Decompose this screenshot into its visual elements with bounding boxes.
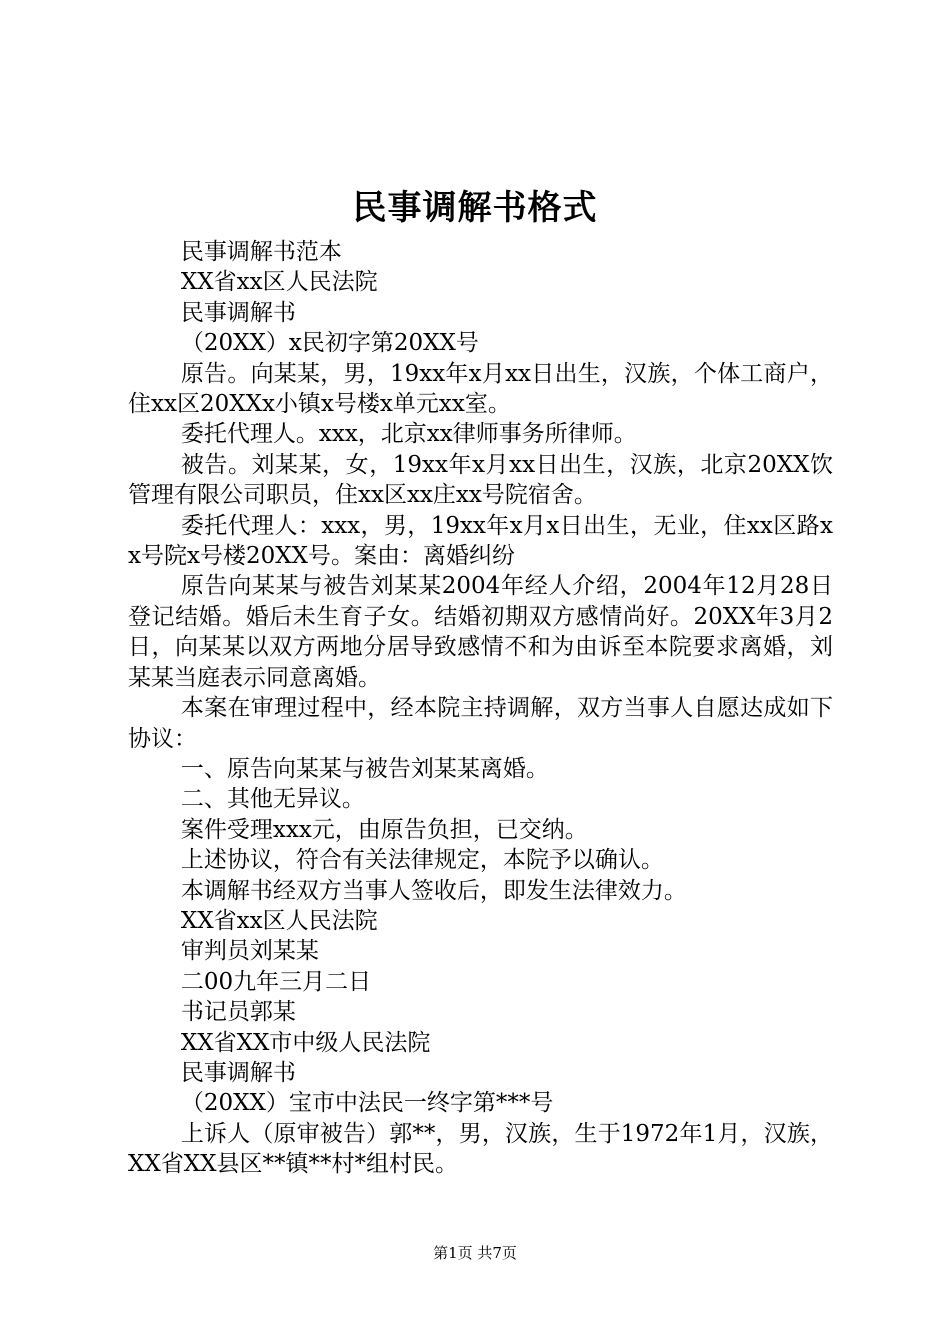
paragraph: 二、其他无异议。 <box>180 786 365 813</box>
paragraph: 本案在审理过程中，经本院主持调解，双方当事人自愿达成如下协议： <box>128 695 833 752</box>
paragraph: （20XX）宝市中法民一终字第***号 <box>180 1090 554 1117</box>
paragraph: XX省xx区人民法院 <box>180 269 378 296</box>
paragraph: 案件受理xxx元，由原告负担，已交纳。 <box>180 816 588 843</box>
paragraph: 民事调解书范本 <box>180 239 342 265</box>
document-title: 民事调解书格式 <box>352 188 598 228</box>
paragraph: XX省xx区人民法院 <box>180 907 378 934</box>
paragraph: 被告。刘某某，女，19xx年x月xx日出生，汉族，北京20XX饮管理有限公司职员，住xx区xx庄xx号院宿舍。 <box>128 451 833 509</box>
paragraph: 民事调解书 <box>180 1059 296 1086</box>
paragraph: 委托代理人：xxx，男，19xx年x月x日出生，无业，住xx区路xx号院x号楼20XX号。案由：离婚纠纷 <box>128 512 833 570</box>
document-body <box>128 237 833 1180</box>
paragraph: 二00九年三月二日 <box>180 968 372 995</box>
paragraph: （20XX）x民初字第20XX号 <box>180 330 479 357</box>
paragraph: 一、原告向某某与被告刘某某离婚。 <box>180 755 549 782</box>
page-footer: 第1页 共7页 <box>433 1244 517 1262</box>
paragraph: 书记员郭某 <box>180 999 296 1026</box>
paragraph: XX省XX市中级人民法院 <box>180 1029 431 1056</box>
paragraph: 原告向某某与被告刘某某2004年经人介绍，2004年12月28日登记结婚。婚后未生育子女。结婚初期双方感情尚好。20XX年3月2日，向某某以双方两地分居导致感情不和为由诉至本院要求离婚，刘某某当庭表示同意离婚。 <box>128 573 833 691</box>
paragraph: 民事调解书 <box>180 299 296 326</box>
paragraph: 本调解书经双方当事人签收后，即发生法律效力。 <box>180 877 687 904</box>
paragraph: 上诉人（原审被告）郭**，男，汉族，生于1972年1月，汉族，XX省XX县区**镇**村*组村民。 <box>128 1120 833 1178</box>
paragraph: 委托代理人。xxx，北京xx律师事务所律师。 <box>180 421 637 448</box>
paragraph: 上述协议，符合有关法律规定，本院予以确认。 <box>180 847 664 874</box>
paragraph: 审判员刘某某 <box>180 938 319 965</box>
paragraph: 原告。向某某，男，19xx年x月xx日出生，汉族，个体工商户，住xx区20XXx小镇x号楼x单元xx室。 <box>128 360 833 418</box>
